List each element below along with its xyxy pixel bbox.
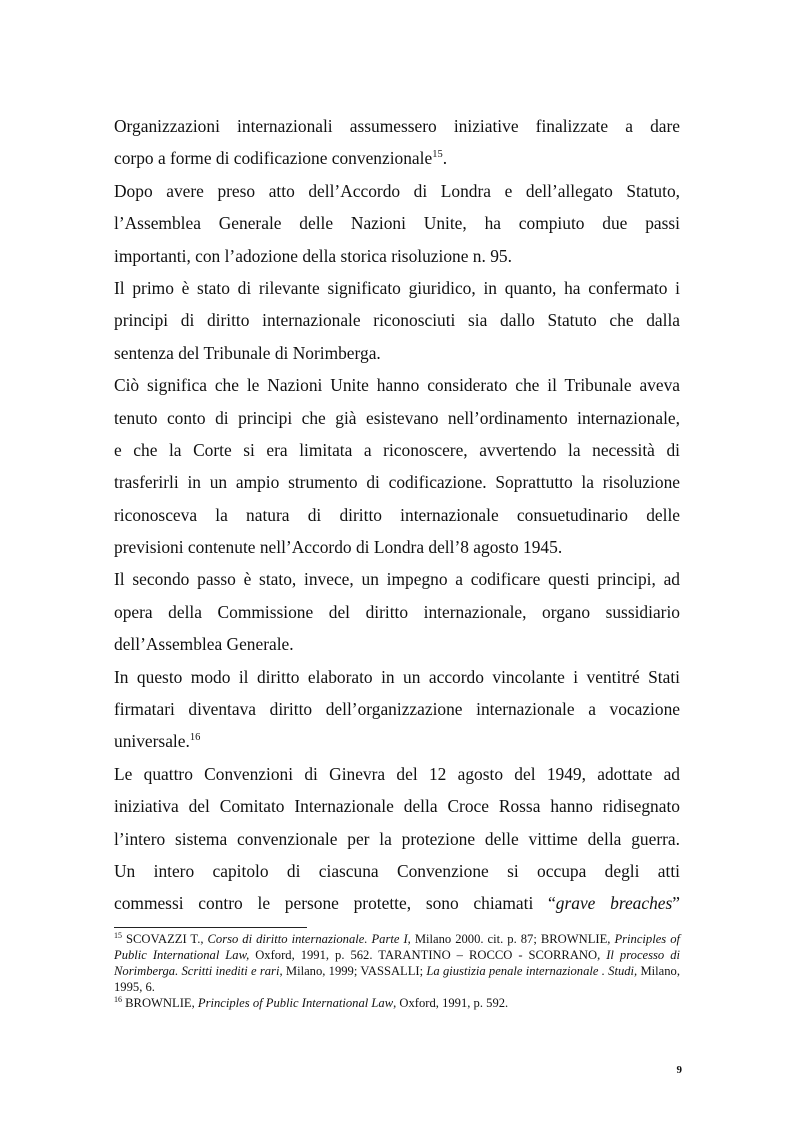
body-line: iniziativa del Comitato Internazionale della Croce Rossa hanno ridisegnato xyxy=(114,796,680,817)
body-line xyxy=(114,142,680,174)
body-line: opera della Commissione del diritto internazionale, organo sussidiario xyxy=(114,601,680,622)
footnotes xyxy=(114,931,680,1011)
body-line: Il secondo passo è stato, invece, un impegno a codificare questi principi, ad xyxy=(114,569,680,590)
footnote-text: Oxford, 1991, p. 562. TARANTINO – ROCCO - SCORRANO, xyxy=(249,948,607,962)
footnote-ref-15[interactable]: 15 xyxy=(432,149,443,161)
footnote-title: La giustizia penale internazionale . Studi, xyxy=(426,964,638,978)
body-line: Il primo è stato di rilevante significato giuridico, in quanto, ha confermato i xyxy=(114,277,680,298)
footnote-mark: 15 xyxy=(114,931,122,940)
footnote-text: SCOVAZZI T., xyxy=(126,932,208,946)
body-line-end: . xyxy=(442,148,448,169)
footnote-text: Milano 2000. cit. p. 87; BROWNLIE, xyxy=(410,932,615,946)
body-line-text: universale. xyxy=(114,731,190,752)
body-line: Dopo avere preso atto dell’Accordo di Londra e dell’allegato Statuto, xyxy=(114,180,680,201)
footnote-text: Milano, 1999; VASSALLI; xyxy=(282,964,427,978)
body-line: sentenza del Tribunale di Norimberga. xyxy=(114,342,381,363)
body-line: firmatari diventava diritto dell’organizzazione internazionale a vocazione xyxy=(114,699,680,720)
body-line: previsioni contenute nell’Accordo di Londra dell’8 agosto 1945. xyxy=(114,537,563,558)
body-line: tenuto conto di principi che già esistevano nell’ordinamento internazionale, xyxy=(114,407,680,428)
body-line xyxy=(114,887,680,919)
body-line: dell’Assemblea Generale. xyxy=(114,634,294,655)
footnote-text: BROWNLIE, xyxy=(122,996,198,1010)
body-text xyxy=(114,110,680,920)
footnote-15 xyxy=(114,931,680,995)
body-line: Ciò significa che le Nazioni Unite hanno considerato che il Tribunale aveva xyxy=(114,375,680,396)
italic-term: grave breaches xyxy=(555,893,673,914)
body-line: l’intero sistema convenzionale per la protezione delle vittime della guerra. xyxy=(114,828,680,849)
footnote-title: Corso di diritto internazionale. Parte I, xyxy=(207,932,411,946)
body-line: In questo modo il diritto elaborato in un accordo vincolante i ventitré Stati xyxy=(114,666,680,687)
closing-quote: ” xyxy=(672,893,680,914)
footnote-separator xyxy=(114,927,307,928)
body-line: principi di diritto internazionale riconosciuti sia dallo Statuto che dalla xyxy=(114,310,680,331)
body-line xyxy=(114,725,680,757)
footnote-16 xyxy=(114,995,680,1011)
body-line: importanti, con l’adozione della storica risoluzione n. 95. xyxy=(114,245,512,266)
body-line: l’Assemblea Generale delle Nazioni Unite, ha compiuto due passi xyxy=(114,213,680,234)
body-line: Un intero capitolo di ciascuna Convenzione si occupa degli atti xyxy=(114,860,680,881)
footnote-title: Principles of Public International Law, xyxy=(114,932,680,962)
footnote-text: Milano, 1995, 6. xyxy=(114,964,680,994)
footnote-text: , Oxford, 1991, p. 592. xyxy=(393,996,509,1010)
footnote-title: Principles of Public International Law xyxy=(197,996,394,1010)
body-line: Organizzazioni internazionali assumessero iniziative finalizzate a dare xyxy=(114,116,680,136)
body-line-text: corpo a forme di codificazione convenzionale xyxy=(114,148,433,169)
page-number: 9 xyxy=(676,1064,682,1076)
footnote-ref-16[interactable]: 16 xyxy=(189,732,201,744)
body-line: trasferirli in un ampio strumento di codificazione. Soprattutto la risoluzione xyxy=(114,472,680,493)
body-line: e che la Corte si era limitata a riconoscere, avvertendo la necessità di xyxy=(114,439,680,460)
body-line: Le quattro Convenzioni di Ginevra del 12 agosto del 1949, adottate ad xyxy=(114,763,680,784)
body-line-text: commessi contro le persone protette, sono chiamati “ xyxy=(114,893,556,914)
body-line: riconosceva la natura di diritto internazionale consuetudinario delle xyxy=(114,504,680,525)
footnote-mark: 16 xyxy=(114,995,122,1004)
footnote-title: Il processo di Norimberga. Scritti inediti e rari, xyxy=(114,948,680,978)
